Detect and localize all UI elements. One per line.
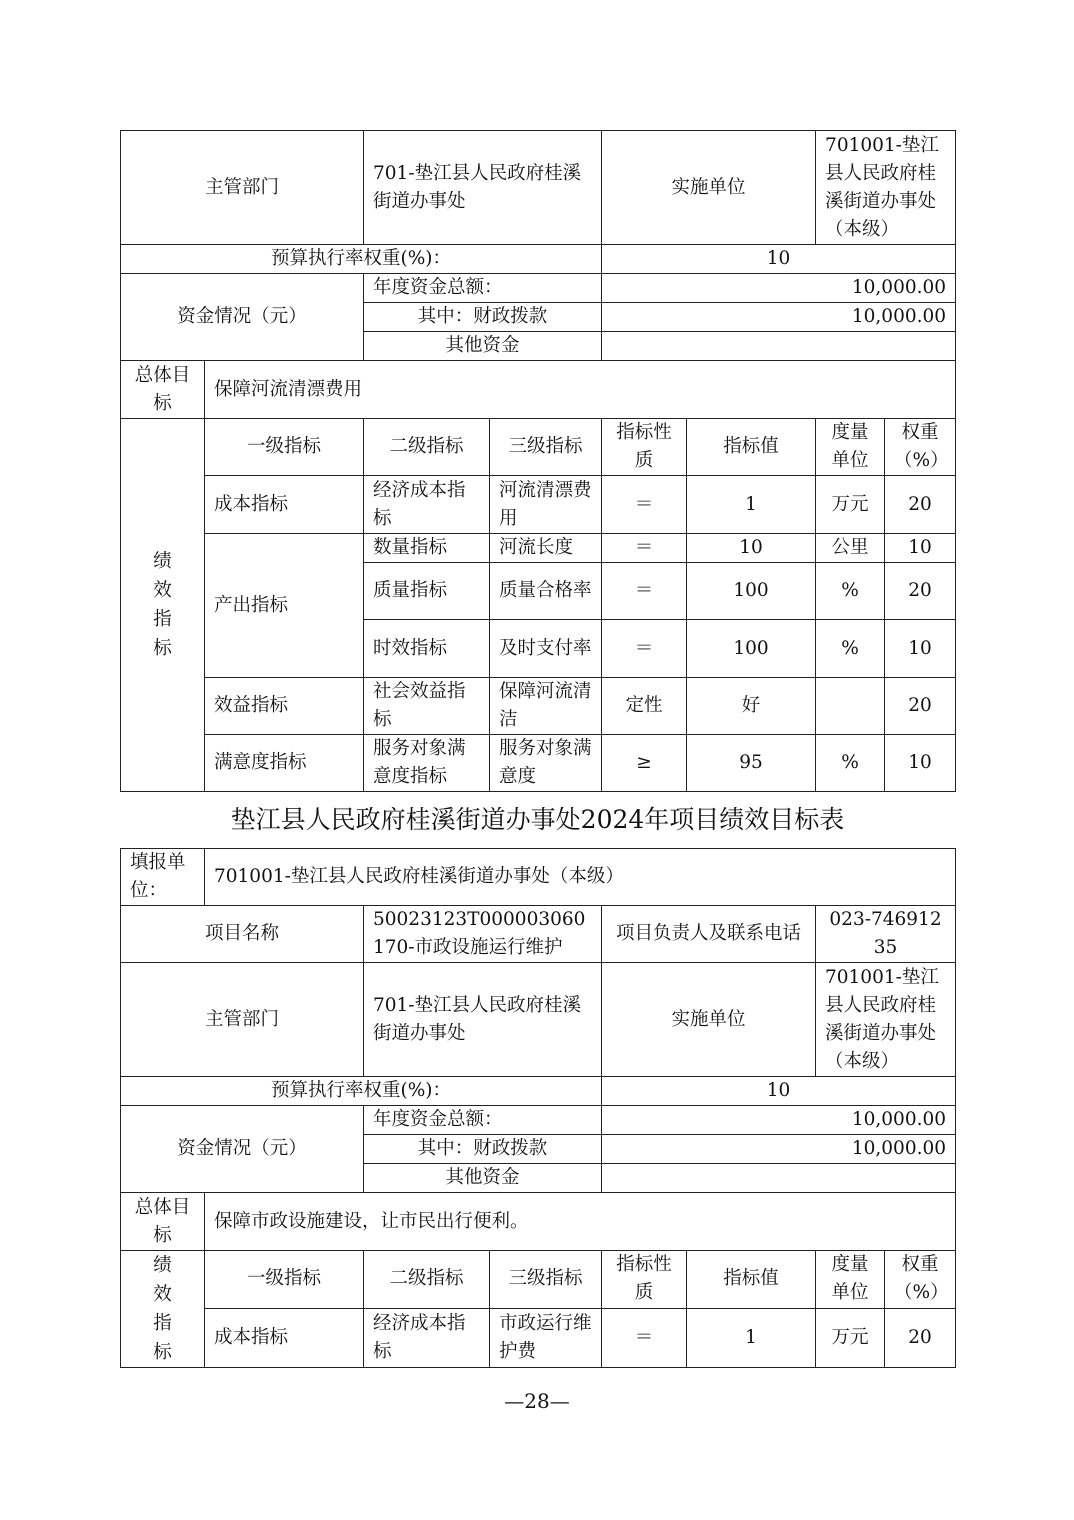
cell-unit (816, 678, 885, 735)
cell-level3: 质量合格率 (490, 563, 602, 620)
dept-value: 701-垫江县人民政府桂溪街道办事处 (364, 131, 602, 245)
cell-level3: 服务对象满意度 (490, 735, 602, 792)
cell-level3: 保障河流清洁 (490, 678, 602, 735)
cell-unit: % (816, 563, 885, 620)
fund-other-value (602, 1164, 956, 1193)
header-level1: 一级指标 (205, 419, 364, 476)
budget-weight-label: 预算执行率权重(%)： (121, 1077, 602, 1106)
header-level3: 三级指标 (490, 419, 602, 476)
cell-nature: 定性 (602, 678, 687, 735)
cell-weight: 10 (885, 620, 956, 678)
header-unit: 度量单位 (816, 1251, 885, 1309)
cell-level3: 河流长度 (490, 534, 602, 563)
cell-level2: 数量指标 (364, 534, 490, 563)
budget-weight-value: 10 (602, 1077, 956, 1106)
cell-level2: 经济成本指标 (364, 1308, 490, 1367)
cell-unit: % (816, 735, 885, 792)
contact-label: 项目负责人及联系电话 (602, 906, 816, 963)
cell-weight: 20 (885, 1308, 956, 1367)
project-name-label: 项目名称 (121, 906, 364, 963)
fill-unit-label: 填报单位： (121, 849, 205, 906)
overall-goal-label: 总体目标 (121, 361, 205, 419)
fund-label: 资金情况（元） (121, 274, 364, 361)
header-level3: 三级指标 (490, 1251, 602, 1309)
cell-value: 10 (687, 534, 816, 563)
cell-weight: 10 (885, 534, 956, 563)
fund-fiscal-label: 其中：财政拨款 (364, 1135, 602, 1164)
cell-value: 100 (687, 563, 816, 620)
table-row (121, 534, 956, 563)
cell-weight: 20 (885, 563, 956, 620)
header-weight: 权重（%） (885, 419, 956, 476)
fund-other-value (602, 332, 956, 361)
fund-total-label: 年度资金总额： (364, 1106, 602, 1135)
fund-fiscal-value: 10,000.00 (602, 1135, 956, 1164)
header-nature: 指标性质 (602, 1251, 687, 1309)
header-weight: 权重（%） (885, 1251, 956, 1309)
header-level2: 二级指标 (364, 419, 490, 476)
header-nature: 指标性质 (602, 419, 687, 476)
contact-value: 023-74691235 (816, 906, 956, 963)
dept-label: 主管部门 (121, 963, 364, 1077)
cell-value: 95 (687, 735, 816, 792)
cell-nature: ＝ (602, 534, 687, 563)
cell-unit: 万元 (816, 476, 885, 534)
fund-other-label: 其他资金 (364, 332, 602, 361)
header-unit: 度量单位 (816, 419, 885, 476)
cell-nature: ＝ (602, 476, 687, 534)
cell-level1: 效益指标 (205, 678, 364, 735)
cell-level2: 服务对象满意度指标 (364, 735, 490, 792)
impl-label: 实施单位 (602, 131, 816, 245)
fund-fiscal-label: 其中：财政拨款 (364, 303, 602, 332)
table-row (121, 1308, 956, 1367)
project-name-value: 50023123T000003060170-市政设施运行维护 (364, 906, 602, 963)
header-level1: 一级指标 (205, 1251, 364, 1309)
fund-total-label: 年度资金总额： (364, 274, 602, 303)
cell-value: 100 (687, 620, 816, 678)
table-row (121, 476, 956, 534)
cell-value: 1 (687, 476, 816, 534)
cell-unit: % (816, 620, 885, 678)
performance-table-2024 (120, 848, 956, 1368)
fund-fiscal-value: 10,000.00 (602, 303, 956, 332)
impl-value: 701001-垫江县人民政府桂溪街道办事处（本级） (816, 131, 956, 245)
cell-nature: ＝ (602, 1308, 687, 1367)
impl-label: 实施单位 (602, 963, 816, 1077)
cell-level2: 社会效益指标 (364, 678, 490, 735)
cell-weight: 20 (885, 476, 956, 534)
cell-level1: 成本指标 (205, 1308, 364, 1367)
fund-total-value: 10,000.00 (602, 274, 956, 303)
form-title: 垫江县人民政府桂溪街道办事处2024年项目绩效目标表 (230, 805, 845, 834)
cell-level1: 产出指标 (205, 534, 364, 678)
fill-unit-value: 701001-垫江县人民政府桂溪街道办事处（本级） (205, 849, 956, 906)
impl-value: 701001-垫江县人民政府桂溪街道办事处（本级） (816, 963, 956, 1077)
cell-unit: 万元 (816, 1308, 885, 1367)
performance-table-continued (120, 130, 956, 792)
header-level2: 二级指标 (364, 1251, 490, 1309)
budget-weight-label: 预算执行率权重(%)： (121, 245, 602, 274)
cell-level3: 河流清漂费用 (490, 476, 602, 534)
cell-unit: 公里 (816, 534, 885, 563)
perf-indicator-label: 绩效指标 (121, 419, 205, 792)
fund-label: 资金情况（元） (121, 1106, 364, 1193)
cell-weight: 10 (885, 735, 956, 792)
cell-level2: 经济成本指标 (364, 476, 490, 534)
overall-goal-value: 保障市政设施建设，让市民出行便利。 (205, 1193, 956, 1251)
header-value: 指标值 (687, 1251, 816, 1309)
header-value: 指标值 (687, 419, 816, 476)
perf-indicator-label: 绩效指标 (121, 1251, 205, 1368)
fund-total-value: 10,000.00 (602, 1106, 956, 1135)
cell-value: 好 (687, 678, 816, 735)
cell-nature: ≥ (602, 735, 687, 792)
page-number: —28— (504, 1389, 570, 1413)
cell-level2: 时效指标 (364, 620, 490, 678)
cell-level3: 及时支付率 (490, 620, 602, 678)
dept-value: 701-垫江县人民政府桂溪街道办事处 (364, 963, 602, 1077)
cell-value: 1 (687, 1308, 816, 1367)
overall-goal-label: 总体目标 (121, 1193, 205, 1251)
overall-goal-value: 保障河流清漂费用 (205, 361, 956, 419)
cell-level1: 满意度指标 (205, 735, 364, 792)
cell-nature: ＝ (602, 620, 687, 678)
fund-other-label: 其他资金 (364, 1164, 602, 1193)
table-row (121, 678, 956, 735)
cell-level2: 质量指标 (364, 563, 490, 620)
table-row (121, 735, 956, 792)
cell-level1: 成本指标 (205, 476, 364, 534)
cell-level3: 市政运行维护费 (490, 1308, 602, 1367)
dept-label: 主管部门 (121, 131, 364, 245)
cell-weight: 20 (885, 678, 956, 735)
cell-nature: ＝ (602, 563, 687, 620)
budget-weight-value: 10 (602, 245, 956, 274)
